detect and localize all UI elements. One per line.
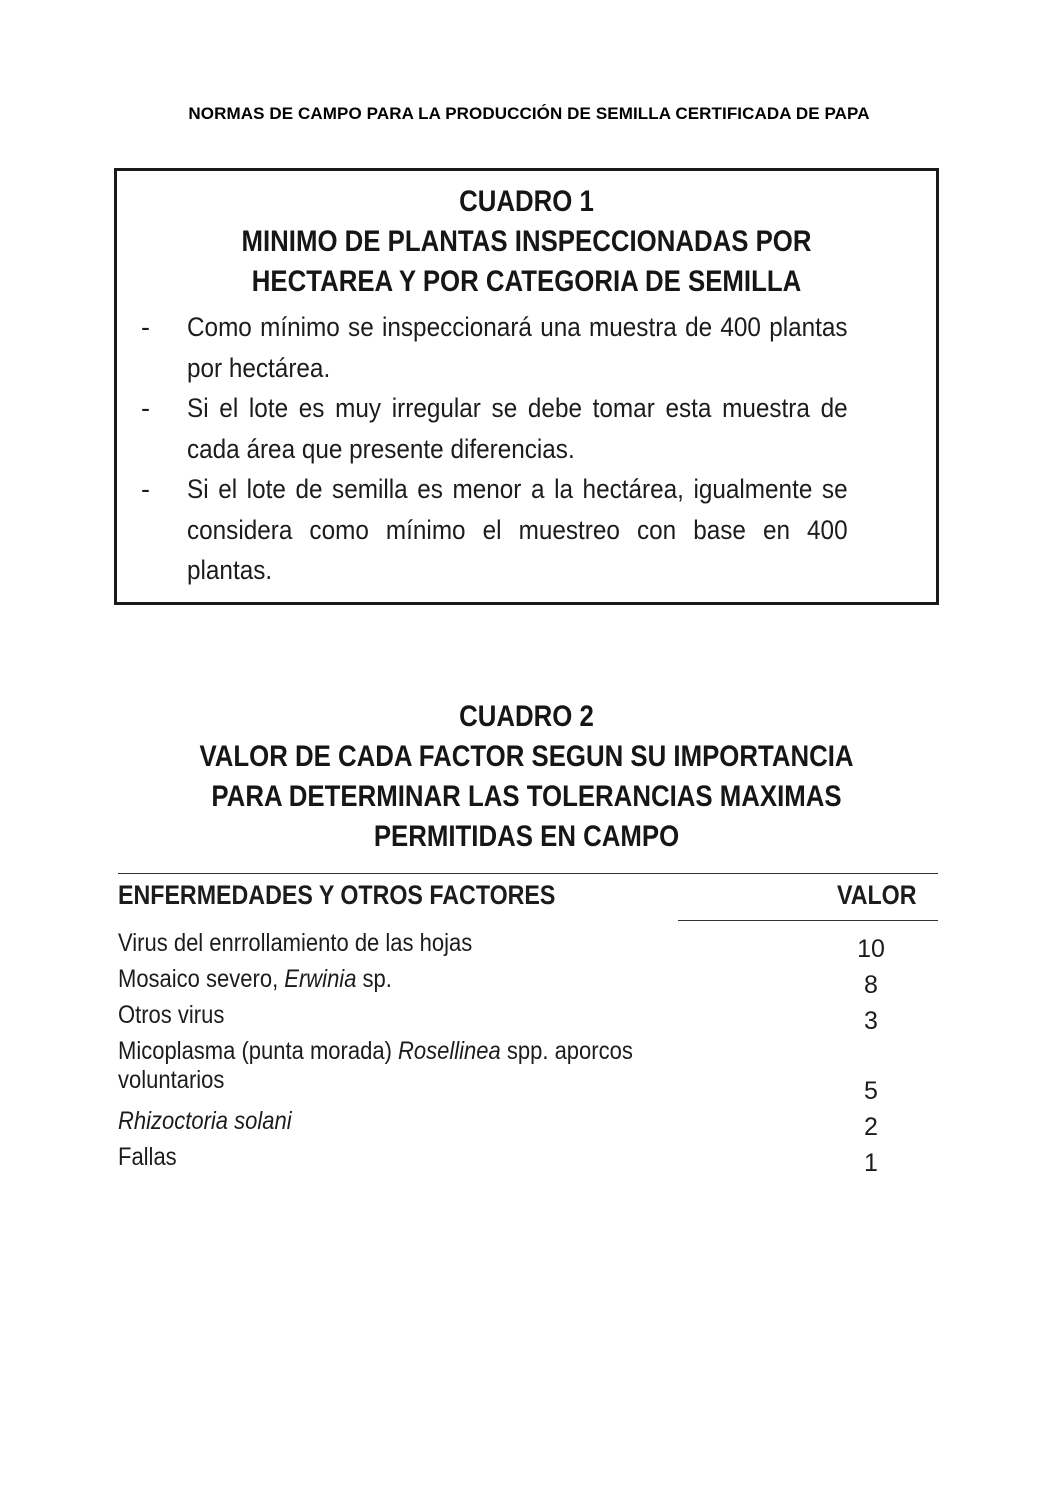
factor-name-suffix: spp. aporcos	[500, 1037, 633, 1065]
column-header-factor: ENFERMEDADES Y OTROS FACTORES	[118, 880, 556, 910]
bullet-item	[141, 388, 921, 469]
bullet-text: Si el lote es muy irregular se debe tomar esta muestra de cada área que presente diferencias.	[187, 393, 848, 464]
page-title: NORMAS DE CAMPO PARA LA PRODUCCIÓN DE SEMILLA CERTIFICADA DE PAPA	[188, 104, 870, 123]
factor-name-italic: Erwinia	[284, 965, 357, 993]
factor-name-text: Micoplasma (punta morada)	[118, 1037, 399, 1065]
table-row	[118, 965, 938, 1001]
table-row	[118, 1107, 938, 1143]
factor-value: 8	[864, 971, 878, 999]
factor-name: Fallas	[118, 1143, 177, 1171]
table-body	[118, 929, 938, 1179]
factor-name: Otros virus	[118, 1001, 225, 1029]
bullet-item	[141, 307, 921, 388]
cuadro-1-heading: CUADRO 1	[459, 185, 594, 218]
cuadro-2-title-line-3: PERMITIDAS EN CAMPO	[373, 820, 680, 853]
cuadro-1-title-line-2: HECTAREA Y POR CATEGORIA DE SEMILLA	[251, 265, 802, 298]
factor-value: 1	[864, 1149, 878, 1177]
table-row	[118, 929, 938, 965]
bullet-item	[141, 469, 921, 591]
factor-name	[118, 1107, 292, 1136]
column-header-value: VALOR	[836, 880, 916, 910]
factor-value: 2	[864, 1113, 878, 1141]
table-row	[118, 1001, 938, 1037]
cuadro-1-box	[114, 168, 939, 605]
factor-name	[118, 965, 392, 994]
factor-name: Virus del enrrollamiento de las hojas	[118, 929, 473, 957]
cuadro-2-heading: CUADRO 2	[459, 700, 594, 733]
factor-name-italic: Rosellinea	[398, 1037, 501, 1065]
cuadro-1-bullet-list	[141, 307, 921, 591]
factor-name-suffix: sp.	[356, 965, 392, 993]
cuadro-1-title-line-1: MINIMO DE PLANTAS INSPECCIONADAS POR	[241, 225, 812, 258]
factor-value: 3	[864, 1007, 878, 1035]
bullet-text: Como mínimo se inspeccionará una muestra de 400 plantas por hectárea.	[187, 312, 848, 383]
cuadro-2-title-line-2: PARA DETERMINAR LAS TOLERANCIAS MAXIMAS	[211, 780, 842, 813]
table-header	[118, 874, 938, 920]
bullet-text: Si el lote de semilla es menor a la hectárea, igualmente se considera como mínimo el muestreo con base en 400 plantas.	[187, 474, 848, 585]
factor-value: 5	[864, 1077, 878, 1105]
bullet-marker: -	[141, 312, 150, 342]
factor-name	[118, 1037, 633, 1095]
factor-name-italic: Rhizoctoria solani	[118, 1107, 292, 1135]
bullet-marker: -	[141, 474, 150, 504]
factor-table	[118, 873, 938, 1179]
factor-value: 10	[857, 935, 885, 963]
bullet-marker: -	[141, 393, 150, 423]
cuadro-2-title-line-1: VALOR DE CADA FACTOR SEGUN SU IMPORTANCIA	[199, 740, 854, 773]
table-header-rule	[678, 920, 938, 921]
factor-name-line-2: voluntarios	[118, 1066, 225, 1094]
factor-name-text: Mosaico severo,	[118, 965, 285, 993]
table-row	[118, 1037, 938, 1107]
table-row	[118, 1143, 938, 1179]
